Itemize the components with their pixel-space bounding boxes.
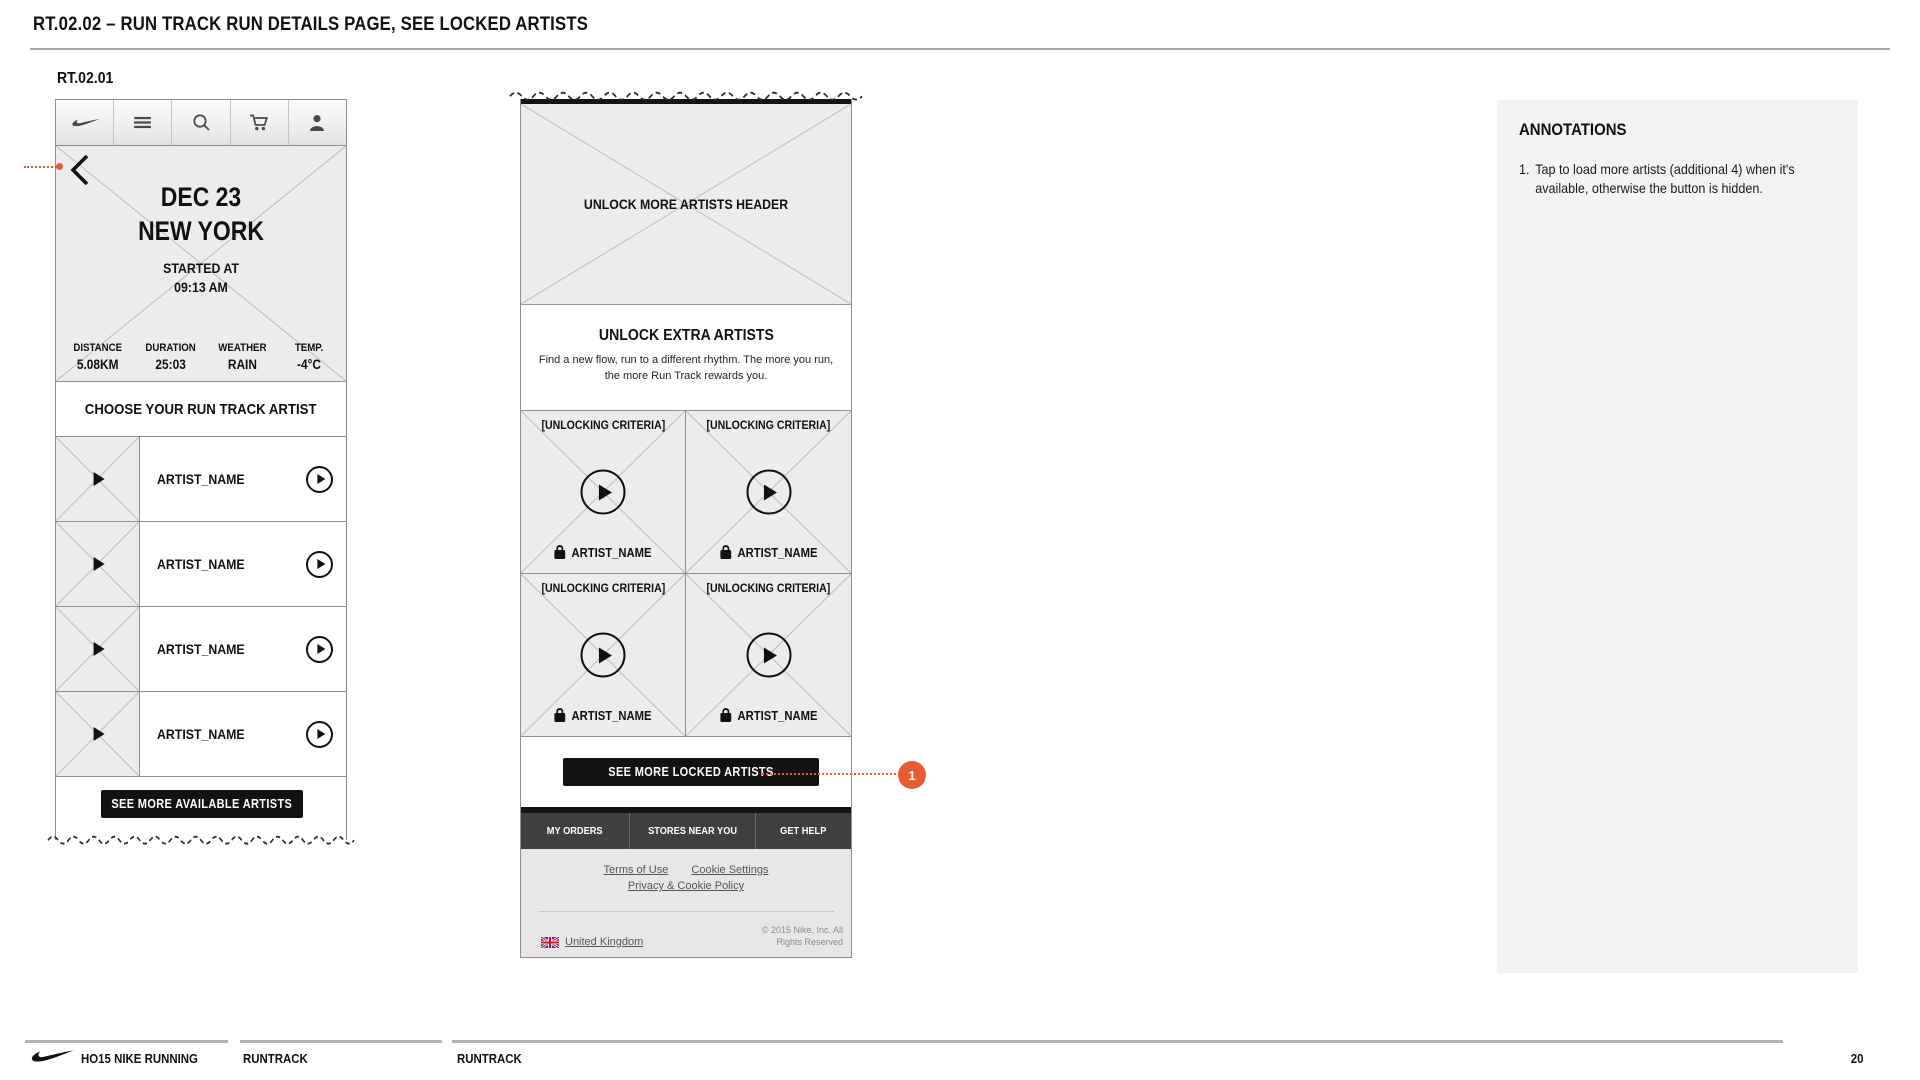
see-more-available-artists-button[interactable]: SEE MORE AVAILABLE ARTISTS: [101, 790, 303, 818]
see-more-area: [56, 777, 346, 837]
footer-doc-name: RUNTRACK: [243, 1051, 308, 1066]
wireframe-label: RT.02.01: [57, 70, 114, 87]
started-at-time: 09:13 AM: [174, 279, 228, 295]
artist-thumb-placeholder: [56, 437, 140, 521]
app-navbar: [56, 99, 346, 146]
unlocking-criteria: [UNLOCKING CRITERIA]: [706, 581, 831, 595]
see-more-area: [521, 737, 851, 807]
stat-duration: [142, 342, 199, 372]
preview-play-button[interactable]: [581, 633, 626, 678]
stat-label: WEATHER: [218, 342, 267, 354]
artist-thumb-placeholder: [56, 522, 140, 606]
stat-distance: [70, 342, 125, 372]
locked-artists-grid: [521, 410, 851, 737]
run-details-wireframe: [55, 99, 347, 840]
unlock-header-placeholder: [521, 104, 851, 305]
stat-value: -4°C: [297, 357, 321, 372]
play-icon: [317, 644, 325, 654]
play-icon: [598, 647, 611, 663]
play-icon: [93, 642, 104, 656]
torn-edge: [48, 832, 354, 846]
footer-brand: HO15 NIKE RUNNING: [81, 1051, 198, 1066]
cookie-settings-link[interactable]: Cookie Settings: [691, 864, 769, 876]
legal-footer: [521, 849, 851, 957]
lock-icon: [554, 550, 565, 559]
uk-flag-icon: [541, 937, 559, 948]
annotation-number: 1.: [1519, 161, 1530, 177]
terms-of-use-link[interactable]: Terms of Use: [603, 864, 669, 876]
nike-swoosh-icon[interactable]: [56, 100, 114, 145]
footer-divider: [539, 911, 834, 912]
stores-near-you-nav-item[interactable]: STORES NEAR YOU: [629, 813, 755, 849]
stat-value: 5.08KM: [76, 357, 119, 372]
locked-artist-tile[interactable]: [521, 411, 686, 574]
copyright: © 2015 Nike, Inc. All Rights Reserved: [761, 924, 843, 947]
artist-name: ARTIST_NAME: [737, 546, 818, 560]
annotation-leader-1: [762, 773, 900, 775]
preview-play-button[interactable]: [581, 470, 626, 515]
artist-name: ARTIST_NAME: [571, 546, 652, 560]
cart-icon[interactable]: [231, 100, 289, 145]
country-label[interactable]: United Kingdom: [565, 936, 644, 948]
footer-rule: [240, 1040, 442, 1043]
intro-body: Find a new flow, run to a different rhythm. The more you run, the more Run Track rewards you.: [538, 354, 834, 382]
country-selector[interactable]: [541, 936, 643, 948]
nike-swoosh-logo: [28, 1047, 74, 1070]
run-summary-header: [56, 146, 346, 382]
store-footer-nav: [521, 813, 851, 849]
footer-rule: [25, 1040, 228, 1043]
locked-artist-tile[interactable]: [686, 574, 851, 737]
stat-label: TEMP.: [294, 342, 324, 354]
placeholder-label: UNLOCK MORE ARTISTS HEADER: [583, 196, 789, 212]
privacy-cookie-policy-link[interactable]: Privacy & Cookie Policy: [627, 880, 745, 892]
play-icon: [764, 647, 777, 663]
menu-icon[interactable]: [114, 100, 172, 145]
preview-play-button[interactable]: [306, 636, 333, 663]
annotation-leader-back: [24, 166, 57, 168]
locked-artists-wireframe: [520, 88, 852, 958]
artist-row[interactable]: [56, 437, 346, 522]
run-city: NEW YORK: [138, 216, 264, 246]
stat-value: RAIN: [227, 357, 257, 372]
footer-section-name: RUNTRACK: [457, 1051, 522, 1066]
artist-name: ARTIST_NAME: [571, 709, 652, 723]
annotations-title: ANNOTATIONS: [1519, 120, 1627, 139]
play-icon: [317, 474, 325, 484]
stat-value: 25:03: [155, 357, 186, 372]
page-number: 20: [1850, 1051, 1863, 1066]
unlock-intro: [521, 305, 851, 410]
preview-play-button[interactable]: [746, 633, 791, 678]
artist-row[interactable]: [56, 692, 346, 777]
preview-play-button[interactable]: [306, 466, 333, 493]
started-at-label: STARTED AT: [163, 260, 239, 276]
lock-icon: [554, 713, 565, 722]
play-icon: [317, 559, 325, 569]
stat-temp: [286, 342, 332, 372]
stat-label: DURATION: [145, 342, 196, 354]
intro-title: UNLOCK EXTRA ARTISTS: [598, 327, 774, 344]
play-icon: [598, 484, 611, 500]
annotation-item-1: [1519, 160, 1831, 199]
run-date: DEC 23: [160, 182, 242, 212]
locked-artist-tile[interactable]: [686, 411, 851, 574]
annotation-text: Tap to load more artists (additional 4) when it's available, otherwise the button is hidden.: [1535, 161, 1795, 197]
artist-row[interactable]: [56, 607, 346, 692]
title-divider: [30, 48, 1890, 50]
annotation-leader-dot: [56, 163, 63, 170]
artist-name: ARTIST_NAME: [157, 726, 245, 742]
locked-artist-tile[interactable]: [521, 574, 686, 737]
artist-name: ARTIST_NAME: [737, 709, 818, 723]
stat-weather: [215, 342, 270, 372]
run-stats: [56, 342, 346, 372]
artist-name: ARTIST_NAME: [157, 471, 245, 487]
my-orders-nav-item[interactable]: MY ORDERS: [547, 825, 603, 837]
page-title: RT.02.02 – RUN TRACK RUN DETAILS PAGE, SEE LOCKED ARTISTS: [33, 14, 589, 35]
unlocking-criteria: [UNLOCKING CRITERIA]: [541, 418, 665, 432]
play-icon: [93, 472, 104, 486]
annotation-badge-1: 1: [898, 761, 926, 789]
stat-label: DISTANCE: [73, 342, 123, 354]
artist-name: ARTIST_NAME: [157, 556, 245, 572]
artist-thumb-placeholder: [56, 607, 140, 691]
see-more-locked-artists-button[interactable]: SEE MORE LOCKED ARTISTS: [563, 758, 819, 786]
play-icon: [764, 484, 777, 500]
run-info: [56, 180, 346, 297]
artist-thumb-placeholder: [56, 692, 140, 776]
play-icon: [93, 557, 104, 571]
section-title: CHOOSE YOUR RUN TRACK ARTIST: [85, 400, 317, 418]
get-help-nav-item[interactable]: GET HELP: [755, 813, 851, 849]
footer-rule: [452, 1040, 1783, 1043]
preview-play-button[interactable]: [306, 551, 333, 578]
artist-name: ARTIST_NAME: [157, 641, 245, 657]
play-icon: [317, 729, 325, 739]
torn-edge: [510, 88, 862, 102]
preview-play-button[interactable]: [306, 721, 333, 748]
preview-play-button[interactable]: [746, 470, 791, 515]
choose-artist-heading: [56, 382, 346, 437]
unlocking-criteria: [UNLOCKING CRITERIA]: [706, 418, 831, 432]
annotations-panel: [1497, 100, 1858, 973]
lock-icon: [720, 713, 731, 722]
unlocking-criteria: [UNLOCKING CRITERIA]: [541, 581, 665, 595]
lock-icon: [720, 550, 731, 559]
search-icon[interactable]: [172, 100, 230, 145]
account-icon[interactable]: [289, 100, 346, 145]
play-icon: [93, 727, 104, 741]
artist-row[interactable]: [56, 522, 346, 607]
